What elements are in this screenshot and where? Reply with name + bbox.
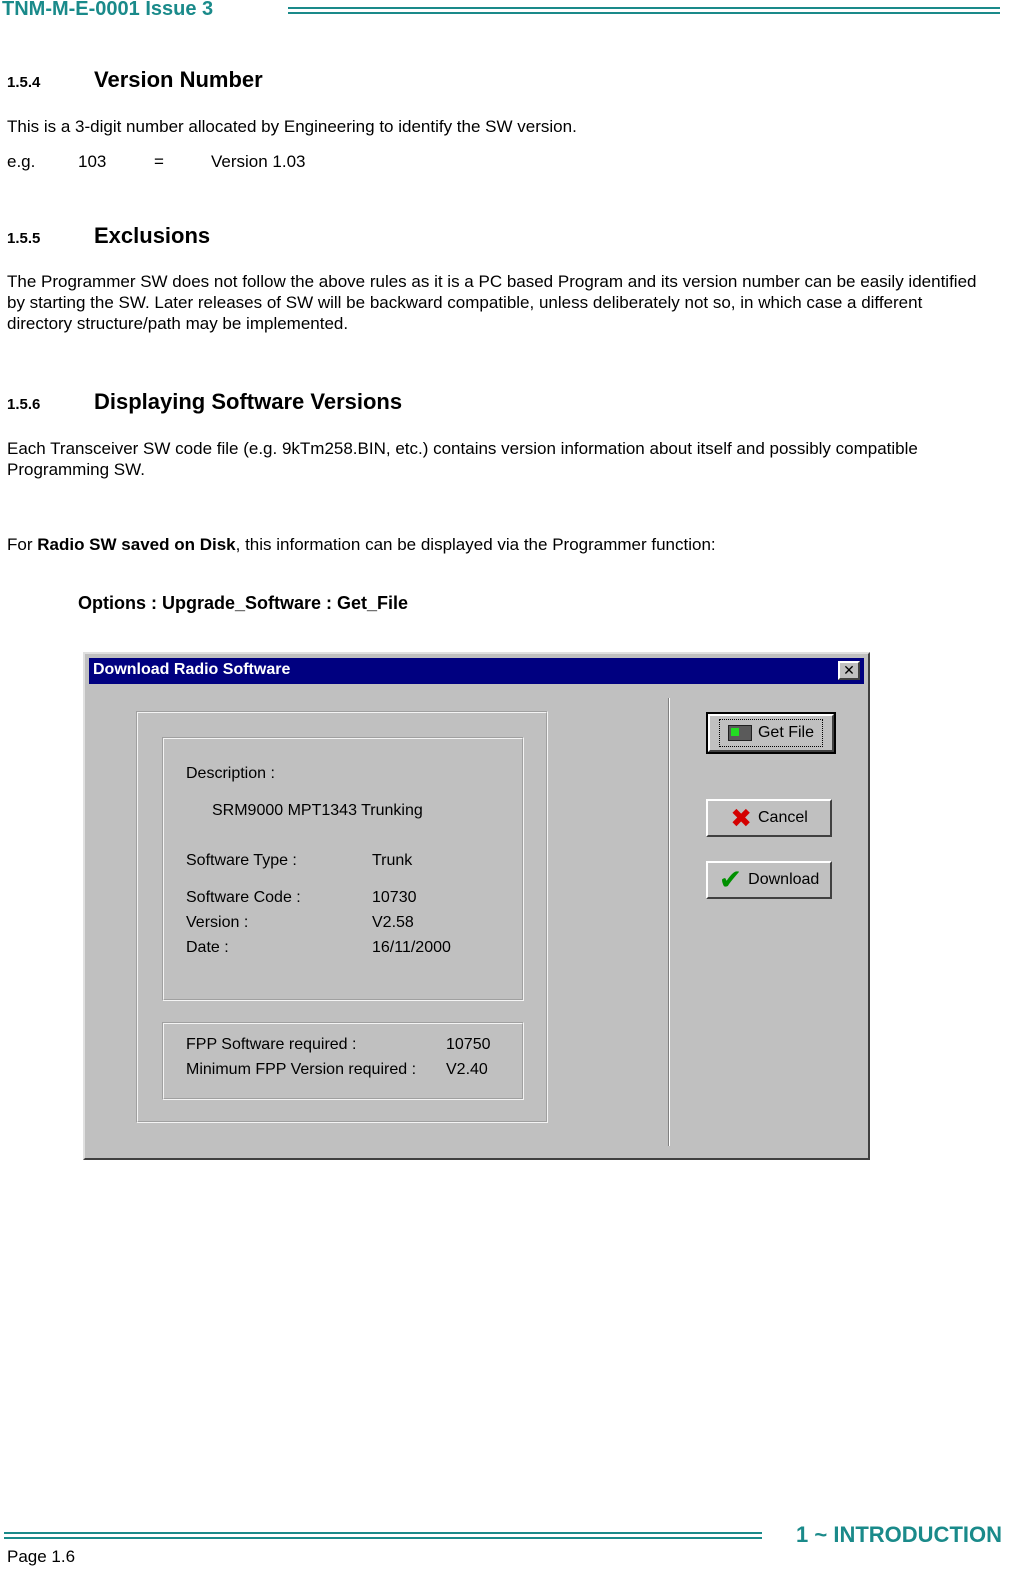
date-label: Date : xyxy=(186,939,229,956)
section-title: Displaying Software Versions xyxy=(94,389,403,414)
section-title: Version Number xyxy=(94,67,263,92)
para-suffix: , this information can be displayed via the Programmer function: xyxy=(235,535,716,554)
example-code: 103 xyxy=(78,152,107,171)
version-value: V2.58 xyxy=(372,914,414,931)
close-button[interactable] xyxy=(838,661,860,680)
description-label: Description : xyxy=(186,765,275,782)
close-icon: ✕ xyxy=(843,662,855,678)
fpp-software-value: 10750 xyxy=(446,1036,491,1053)
cross-icon: ✖ xyxy=(730,803,752,833)
para-prefix: For xyxy=(7,535,38,554)
download-radio-software-dialog xyxy=(83,652,870,1160)
software-code-label: Software Code : xyxy=(186,889,301,906)
section-number: 1.5.4 xyxy=(7,74,41,91)
section-paragraph-2 xyxy=(7,534,992,555)
cancel-button[interactable] xyxy=(706,799,832,837)
get-file-label: Get File xyxy=(757,724,814,741)
chapter-title: 1 ~ INTRODUCTION xyxy=(796,1522,1002,1547)
example-label: e.g. xyxy=(7,152,36,171)
fpp-software-label: FPP Software required : xyxy=(186,1036,357,1053)
header-rule xyxy=(288,7,1000,14)
footer-rule xyxy=(4,1532,762,1539)
check-icon: ✔ xyxy=(718,864,743,895)
version-label: Version : xyxy=(186,914,249,931)
section-title: Exclusions xyxy=(94,223,211,248)
fpp-version-label: Minimum FPP Version required : xyxy=(186,1061,417,1078)
document-id: TNM-M-E-0001 Issue 3 xyxy=(2,0,214,20)
date-value: 16/11/2000 xyxy=(372,939,451,956)
example-equals: = xyxy=(154,152,164,171)
section-paragraph: The Programmer SW does not follow the above rules as it is a PC based Program and its version number can be easily identified by starting the SW. Later releases of SW will be backward compatible, unless deliberately not so, in which case a different directory structure/path may be implemented. xyxy=(7,272,977,333)
software-code-value: 10730 xyxy=(372,889,417,906)
dialog-titlebar xyxy=(89,658,864,684)
fpp-version-value: V2.40 xyxy=(446,1061,488,1078)
vertical-separator xyxy=(668,698,670,1146)
software-type-label: Software Type : xyxy=(186,852,297,869)
page-number: Page 1.6 xyxy=(7,1547,76,1566)
file-icon xyxy=(728,725,752,741)
get-file-button[interactable] xyxy=(708,714,834,752)
section-number: 1.5.6 xyxy=(7,396,41,413)
fpp-panel xyxy=(162,1022,524,1100)
menu-path: Options : Upgrade_Software : Get_File xyxy=(78,593,409,613)
dialog-title: Download Radio Software xyxy=(93,661,291,678)
description-value: SRM9000 MPT1343 Trunking xyxy=(212,802,423,819)
para-bold: Radio SW saved on Disk xyxy=(37,535,236,554)
section-number: 1.5.5 xyxy=(7,230,41,247)
download-label: Download xyxy=(748,871,820,888)
download-button[interactable] xyxy=(706,861,832,899)
cancel-label: Cancel xyxy=(757,809,808,826)
software-type-value: Trunk xyxy=(372,852,413,869)
example-value: Version 1.03 xyxy=(211,152,306,171)
description-panel xyxy=(162,737,524,1001)
section-paragraph: This is a 3-digit number allocated by Engineering to identify the SW version. xyxy=(7,117,577,136)
section-paragraph: Each Transceiver SW code file (e.g. 9kTm258.BIN, etc.) contains version information about itself and possibly compatible Programming SW. xyxy=(7,439,918,479)
